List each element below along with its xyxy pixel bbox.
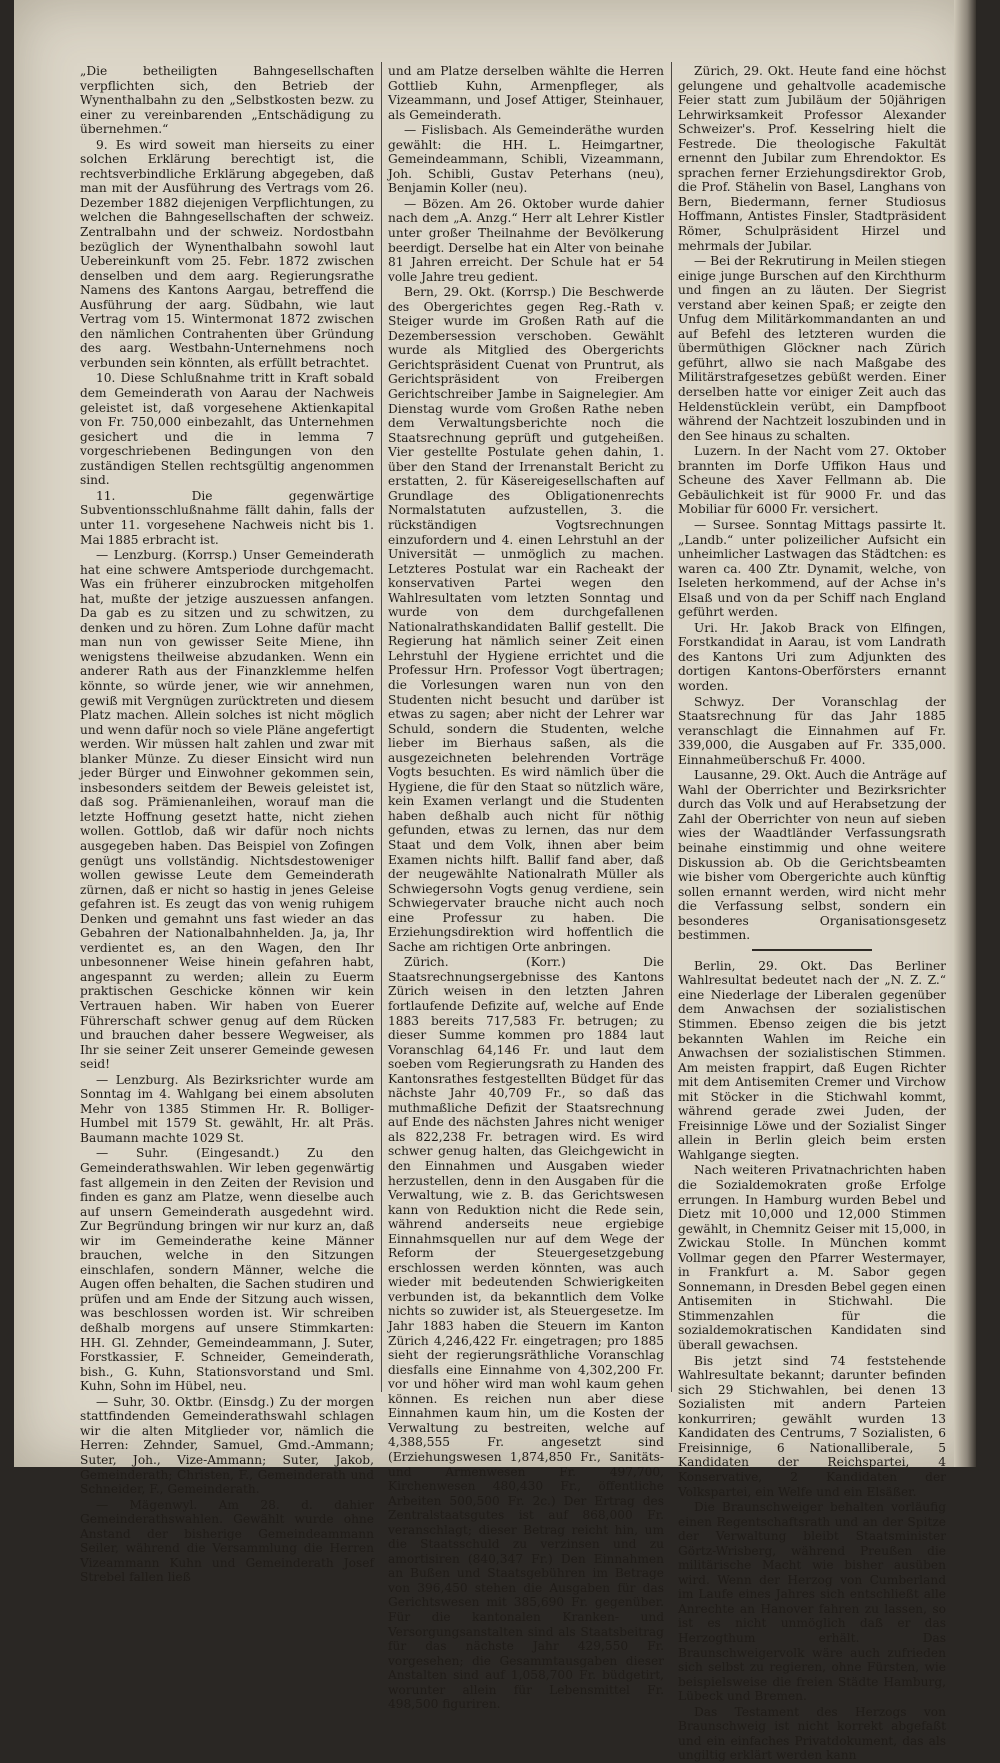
paragraph: Zürich. (Korr.) Die Staatsrechnungsergebnisse des Kantons Zürich weisen in den letzten Jahren fortlaufende Defizite auf, welche auf Ende 1883 bereits 717,583 Fr. betrugen; zu dieser Summe kommen pro 1884 laut Voranschlag 64,146 Fr. und laut dem soeben vom Regierungsrath zu Handen des Kantonsrathes festgestellten Büdget für das nächste Jahr 40,709 Fr., so daß das muthmaßliche Defizit der Staatsrechnung auf Ende des nächsten Jahres nicht weniger als 822,238 Fr. betragen wird. Es wird schwer genug halten, das Gleichgewicht in den Einnahmen und Ausgaben wieder herzustellen, denn in den Ausgaben für die Verwaltung, wie z. B. das Gerichtswesen kann von Reduktion nicht die Rede sein, während anderseits neue ergiebige Einnahmsquellen nur auf dem Wege der Reform der Steuergesetzgebung erschlossen werden könnten, was auch wieder mit bedeutenden Schwierigkeiten verbunden ist, da bekanntlich dem Volke nichts so zuwider ist, als Steuergesetze. Im Jahr 1883 haben die Steuern im Kanton Zürich 4,246,422 Fr. eingetragen; pro 1885 sieht der regierungsräthliche Voranschlag diesfalls eine Einnahme von 4,302,200 Fr. vor und höher wird man wohl kaum gehen können. Es reichen nun aber diese Einnahmen kaum hin, um die Kosten der Verwaltung zu bestreiten, welche auf 4,388,555 Fr. angesetzt sind (Erziehungswesen 1,874,850 Fr., Sanitäts- und Armenwesen Fr. 497,700, Kirchenwesen 480,430 Fr., öffentliche Arbeiten 500,500 Fr. 2c.) Der Ertrag des Zentralstaatsgutes ist auf 868,000 Fr. veranschlagt; dieser Betrag reicht hin, um die Staatsschuld zu verzinsen und zu amortisiren (840,347 Fr.) Den Einnahmen an Bußen und Staatsgebühren im Betrage von 396,450 stehen die Ausgaben für das Gerichtswesen mit 385,690 Fr. gegenüber. Für die kantonalen Kranken- und Versorgungsanstalten sind als Staatsbeitrag für das nächste Jahr 429,550 Fr. vorgesehen; die Gesammtausgaben dieser Anstalten sind auf 1,058,700 Fr. büdgetirt, worunter allein für Lebensmittel Fr. 498,500 figuriren. (388, 955, 664, 1712)
paragraph: — Lenzburg. (Korrsp.) Unser Gemeinderath hat eine schwere Amtsperiode durchgemacht. Was ein früherer einzubrocken mitgeholfen hat, mußte der jetzige auszuessen anfangen. Da gab es zu sitzen und zu schwitzen, zu denken und zu hören. Zum Lohne dafür macht man nun von gewisser Seite Miene, ihn wenigstens theilweise abzudanken. Wenn ein anderer Rath aus der Finanzklemme helfen könnte, so würde jener, wie wir annehmen, gewiß mit Vergnügen zurücktreten und diesem Platz machen. Allein solches ist nicht möglich und wenn dafür noch so viele Pläne angefertigt werden. Wir müssen halt zahlen und zwar mit blanker Münze. Zu dieser Einsicht wird nun jeder Bürger und Einwohner gekommen sein, insbesonders seitdem der Beweis geleistet ist, daß sog. Prämienanleihen, worauf man die letzte Hoffnung gesetzt hatte, nicht ziehen wollen. Gottlob, daß wir dafür noch nichts ausgegeben haben. Das Beispiel von Zofingen genügt uns vollständig. Nichtsdestoweniger wollen gewisse Leute dem Gemeinderath zürnen, daß er nicht so hastig in jenes Geleise gefahren ist. Es zeugt das von wenig ruhigem Denken und gemahnt uns fast wieder an das Gebahren der Nationalbahnhelden. Ja, ja, Ihr verdientet es, an den Wagen, den Ihr unbesonnener Weise hinein gefahren habt, angespannt zu werden; allein zu Euerm praktischen Geschicke können wir kein Vertrauen haben. Wir haben von Euerer Führerschaft schwer genug auf dem Rücken und brauchen daher bessere Wegweiser, als Ihr sie seiner Zeit unserer Gemeinde gewesen seid! (80, 548, 374, 1072)
paragraph: — Sursee. Sonntag Mittags passirte lt. „Landb.“ unter polizeilicher Aufsicht ein unheimlicher Lastwagen das Städtchen: es waren ca. 400 Ztr. Dynamit, welche, von Iseleten herkommend, auf der Achse in's Elsaß und von da per Schiff nach England geführt werden. (678, 517, 946, 620)
binding-edge (954, 0, 976, 1467)
paragraph: — Suhr. (Eingesandt.) Zu den Gemeinderathswahlen. Wir leben gegenwärtig fast allgemein in den Zeiten der Revision und finden es ganz am Platze, wenn dieselbe auch auf unsern Gemeinderath ausgedehnt wird. Zur Begründung bringen wir nur kurz an, daß wir im Gemeinderathe keine Männer brauchen, welche in den Sitzungen einschlafen, sondern Männer, welche die Augen offen behalten, die Sachen studiren und prüfen und am Ende der Sitzung auch wissen, was beschlossen worden ist. Wir schreiben deßhalb morgens auf unsere Stimmkarten: HH. Gl. Zehnder, Gemeindeammann, J. Suter, Forstkassier, F. Schneider, Gemeinderath, bish., G. Kuhn, Stationsvorstand und Sml. Kuhn, Sohn im Hübel, neu. (80, 1146, 374, 1394)
column-3 (678, 64, 946, 1763)
paragraph: Uri. Hr. Jakob Brack von Elfingen, Forstkandidat in Aarau, ist vom Landrath des Kantons Uri zum Adjunkten des dortigen Kantons-Oberförsters ernannt worden. (678, 620, 946, 693)
paragraph: — Bei der Rekrutirung in Meilen stiegen einige junge Burschen auf den Kirchthurm und fingen an zu läuten. Der Siegrist verstand aber keinen Spaß; er zeigte den Unfug dem Militärkommandanten an und auf Befehl des letzteren wurden die übermüthigen Glöckner nach Zürich geführt, allwo sie nach Maßgabe des Militärstrafgesetzes gebüßt werden. Einer derselben hatte vor einiger Zeit auch das Heldenstücklein verübt, ein Dampfboot während der Nachtzeit loszubinden und in den See hinaus zu schalten. (678, 254, 946, 443)
column-1 (80, 64, 374, 1585)
paragraph: Nach weiteren Privatnachrichten haben die Sozialdemokraten große Erfolge errungen. In Hamburg wurden Bebel und Dietz mit 10,000 und 12,000 Stimmen gewählt, in Chemnitz Geiser mit 15,000, in Zwickau Stolle. In München kommt Vollmar gegen den Pfarrer Westermayer, in Frankfurt a. M. Sabor gegen Sonnemann, in Dresden Bebel gegen einen Antisemiten in Stichwahl. Die Stimmenzahlen für die sozialdemokratischen Kandidaten sind überall gewachsen. (678, 1163, 946, 1353)
paragraph: Lausanne, 29. Okt. Auch die Anträge auf Wahl der Oberrichter und Bezirksrichter durch das Volk und auf Herabsetzung der Zahl der Oberrichter von neun auf sieben wies der Waadtländer Verfassungsrath beinahe einstimmig und ohne weitere Diskussion ab. Ob die Gerichtsbeamten wie bisher vom Obergerichte auch künftig sollen ernannt werden, wird nicht mehr die Verfassung selbst, sondern ein besonderes Organisationsgesetz bestimmen. (678, 768, 946, 943)
paragraph: — Suhr, 30. Oktbr. (Einsdg.) Zu der morgen stattfindenden Gemeinderathswahl schlagen wir die alten Mitglieder vor, nämlich die Herren: Zehnder, Samuel, Gmd.-Ammann; Suter, Joh., Vize-Ammann; Suter, Jakob, Gemeinderath; Christen, F., Gemeinderath und Schneider, F., Gemeinderath. (80, 1394, 374, 1497)
paragraph: Bern, 29. Okt. (Korrsp.) Die Beschwerde des Obergerichtes gegen Reg.-Rath v. Steiger wurde im Großen Rath auf die Dezembersession verschoben. Gewählt wurde als Mitglied des Obergerichts Gerichtspräsident Cuenat von Pruntrut, als Gerichtspräsident von Freibergen Gerichtschreiber Jambe in Saignelegier. Am Dienstag wurde vom Großen Rathe neben dem Verwaltungsberichte noch die Staatsrechnung geprüft und gutgeheißen. Vier gestellte Postulate gehen dahin, 1. über den Stand der Irrenanstalt Bericht zu erstatten, 2. für Käsereigesellschaften auf Grundlage des Obligationenrechts Normalstatuten aufzustellen, 3. die rückständigen Vogtsrechnungen einzufordern und 4. einen Lehrstuhl an der Universität — unmöglich zu machen. Letzteres Postulat war ein Racheakt der konservativen Partei wegen den Wahlresultaten vom letzten Sonntag und wurde von dem durchgefallenen Nationalrathskandidaten Ballif gestellt. Die Regierung hat nämlich seiner Zeit einen Lehrstuhl der Hygiene errichtet und die Professur Hrn. Professor Vogt übertragen; die Vorlesungen waren nun von den Studenten nicht besucht und darüber ist etwas zu sagen; aber nicht der Lehrer war Schuld, sondern die Studenten, welche lieber im Bierhaus saßen, als die ausgezeichneten belehrenden Vorträge Vogts besuchten. Es wird nämlich über die Hygiene, die für den Staat so nützlich wäre, kein Examen verlangt und die Studenten haben deßhalb auch nicht für nöthig gefunden, etwas zu lernen, das nur dem Staat und dem Volk, ihnen aber beim Examen nichts hilft. Ballif fand aber, daß der neugewählte Nationalrath Müller als Schwiegersohn Vogts genug verdiene, sein Schwiegervater brauche nicht auch noch eine Professur zu haben. Die Erziehungsdirektion wird hoffentlich die Sache am richtigen Orte anbringen. (388, 285, 664, 954)
paragraph: Schwyz. Der Voranschlag der Staatsrechnung für das Jahr 1885 veranschlagt die Einnahmen auf Fr. 339,000, die Ausgaben auf Fr. 335,000. Einnahmeüberschuß Fr. 4000. (678, 694, 946, 767)
paragraph: — Mägenwyl. Am 28. d. dahier Gemeinderathswahlen. Gewählt wurde ohne Anstand der bisherige Gemeindeammann Seiler, während die Versammlung die Herren Vizeammann Kuhn und Gemeinderath Josef Strebel fallen ließ (80, 1497, 374, 1585)
paragraph: 11. Die gegenwärtige Subventionsschlußnahme fällt dahin, falls der unter 11. vorgesehene Nachweis nicht bis 1. Mai 1885 erbracht ist. (80, 488, 374, 547)
column-2 (388, 64, 664, 1712)
column-rule-2 (671, 62, 672, 1392)
paragraph: — Bözen. Am 26. Oktober wurde dahier nach dem „A. Anzg.“ Herr alt Lehrer Kistler unter großer Theilnahme der Bevölkerung beerdigt. Derselbe hat ein Alter von beinahe 81 Jahren erreicht. Der Schule hat er 54 volle Jahre treu gedient. (388, 196, 664, 284)
paragraph: Bis jetzt sind 74 feststehende Wahlresultate bekannt; darunter befinden sich 29 Stichwahlen, bei denen 13 Sozialisten mit andern Parteien konkurriren; gewählt wurden 13 Kandidaten des Centrums, 7 Sozialisten, 6 Freisinnige, 6 Nationalliberale, 5 Kandidaten der Reichspartei, 4 Konservative, 2 Kandidaten der Volkspartei, ein Welfe und ein Elsäßer. (678, 1353, 946, 1499)
paragraph: Das Testament des Herzogs von Braunschweig ist nicht korrekt abgefaßt und ein einfaches Privatdokument, das als ungiltig erklärt werden kann (678, 1704, 946, 1763)
section-separator (752, 949, 872, 951)
paragraph: „Die betheiligten Bahngesellschaften verpflichten sich, den Betrieb der Wynenthalbahn zu den „Selbstkosten bezw. zu einer zu vereinbarenden „Entschädigung zu übernehmen.“ (80, 64, 374, 137)
paragraph: 10. Diese Schlußnahme tritt in Kraft sobald dem Gemeinderath von Aarau der Nachweis geleistet ist, daß vorgesehene Aktienkapital von Fr. 750,000 einbezahlt, das Unternehmen gesichert und die in lemma 7 vorgeschriebenen Bedingungen von den zuständigen Stellen rechtsgültig angenommen sind. (80, 371, 374, 488)
paragraph: Zürich, 29. Okt. Heute fand eine höchst gelungene und gehaltvolle academische Feier statt zum Jubiläum der 50jährigen Lehrwirksamkeit Professor Alexander Schweizer's. Prof. Kesselring hielt die Festrede. Die theologische Fakultät ernennt den Jubilar zum Ehrendoktor. Es sprachen ferner Erziehungsdirektor Grob, die Prof. Stähelin von Basel, Langhans von Bern, Biedermann, ferner Studiosus Hoffmann, Antistes Finsler, Stadtpräsident Römer, Schulpräsident Hirzel und mehrmals der Jubilar. (678, 64, 946, 253)
paragraph: Luzern. In der Nacht vom 27. Oktober brannten im Dorfe Uffikon Haus und Scheune des Xaver Fellmann ab. Die Gebäulichkeit ist für 9000 Fr. und das Mobiliar für 6000 Fr. versichert. (678, 444, 946, 517)
newspaper-page (14, 0, 976, 1763)
paragraph: Die Braunschweiger behalten vorläufig einen Regentschaftsrath und an der Spitze der Verwaltung bleibt Staatsminister Görtz-Wrisberg, während Preußen die militärische Macht wie bisher ausüben wird. Wenn der Herzog von Cumberland im Laufe eines Jahres sich entschließt alle Anrechte an Hanover fahren zu lassen, so ist es nicht unmöglich daß er das Herzogthum erhält. Das Braunschweigervolk wäre auch zufrieden sich selbst zu regieren, ohne Fürsten, wie beispielsweise die freien Städte Hamburg, Lübeck und Bremen. (678, 1500, 946, 1704)
paragraph: — Fislisbach. Als Gemeinderäthe wurden gewählt: die HH. L. Heimgartner, Gemeindeammann, Schibli, Vizeammann, Joh. Schibli, Gustav Peterhans (neu), Benjamin Koller (neu). (388, 123, 664, 196)
paragraph: — Lenzburg. Als Bezirksrichter wurde am Sonntag im 4. Wahlgang bei einem absoluten Mehr von 1385 Stimmen Hr. R. Bolliger-Humbel mit 1579 St. gewählt, Hr. alt Präs. Baumann machte 1029 St. (80, 1072, 374, 1145)
paragraph: 9. Es wird soweit man hierseits zu einer solchen Erklärung berechtigt ist, die rechtsverbindliche Erklärung abgegeben, daß man mit der Ausführung des Vertrags vom 26. Dezember 1882 diejenigen Verpflichtungen, zu welchen die Bahngesellschaften der schweiz. Zentralbahn und der schweiz. Nordostbahn bezüglich der Wynenthalbahn sowohl laut Uebereinkunft vom 25. Febr. 1872 zwischen denselben und dem aarg. Regierungsrathe Namens des Kantons Aargau, betreffend die Ausführung der aarg. Südbahn, wie laut Vertrag vom 15. Wintermonat 1872 zwischen den nämlichen Contrahenten über Gründung des aarg. Westbahn-Unternehmens noch verbunden sein könnten, als erfüllt betrachtet. (80, 137, 374, 370)
paragraph: Berlin, 29. Okt. Das Berliner Wahlresultat bedeutet nach der „N. Z. Z.“ eine Niederlage der Liberalen gegenüber dem Anwachsen der sozialistischen Stimmen. Ebenso zeigen die bis jetzt bekannten Wahlen im Reiche ein Anwachsen der sozialistischen Stimmen. Am meisten frappirt, daß Eugen Richter mit dem Antisemiten Cremer und Virchow mit Stöcker in die Stichwahl kommt, während gerade zwei Juden, der Freisinnige Löwe und der Sozialist Singer allein in Berlin gleich beim ersten Wahlgange siegten. (678, 958, 946, 1162)
column-rule-1 (381, 62, 382, 1392)
paragraph: und am Platze derselben wählte die Herren Gottlieb Kuhn, Armenpfleger, als Vizeammann, und Josef Attiger, Steinhauer, als Gemeinderath. (388, 64, 664, 122)
